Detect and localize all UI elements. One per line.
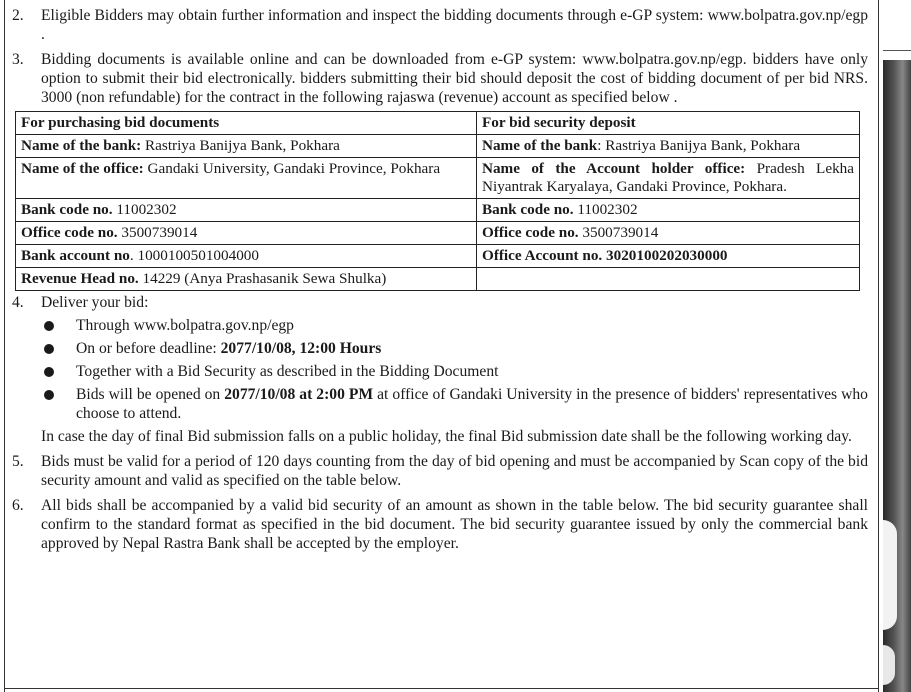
- clause-6: [12, 496, 868, 553]
- table-row: [16, 135, 860, 158]
- cell-label: Name of the bank:: [21, 137, 142, 154]
- table-header-row: [16, 112, 860, 135]
- bullet-icon: [44, 390, 54, 400]
- cell-value: Pradesh Lekha Niyantrak Karyalaya, Gandaki Province, Pokhara.: [482, 160, 855, 195]
- clause-number: 4.: [12, 294, 24, 311]
- clause-number: 3.: [12, 51, 24, 68]
- bullet-icon: [44, 367, 54, 377]
- clause-4: [12, 293, 868, 312]
- clause-5: [12, 452, 868, 490]
- cell-value: 11002302: [112, 201, 177, 218]
- cell-value: . 1000100501004000: [129, 247, 259, 264]
- cell-label: Name of the office:: [21, 160, 144, 177]
- bullet-icon: [44, 321, 54, 331]
- table-row: [16, 199, 860, 222]
- table-row: [16, 222, 860, 245]
- holiday-note: In case the day of final Bid submission falls on a public holiday, the final Bid submission date shall be the following working day.: [41, 428, 852, 445]
- adjacent-page-edge: [883, 0, 911, 692]
- clause-2: [12, 6, 868, 44]
- cell-label: Bank account no: [21, 247, 130, 264]
- cell-label: Office code no.: [482, 224, 579, 241]
- clause-number: 5.: [12, 453, 24, 470]
- bullet-icon: [44, 344, 54, 354]
- cell-label: Office Account no. 3020100202030000: [482, 247, 728, 264]
- list-item: Together with a Bid Security as described in the Bidding Document: [41, 362, 868, 381]
- cell-label: Office code no.: [21, 224, 118, 241]
- cell-label: Bank code no.: [482, 201, 574, 218]
- clause-title: Deliver your bid:: [41, 294, 149, 311]
- cell-value: 3500739014: [117, 224, 198, 241]
- clause-3: [12, 50, 868, 107]
- bottom-rule: [4, 688, 879, 689]
- list-item: Through www.bolpatra.gov.np/egp: [41, 316, 868, 335]
- clause-text: Eligible Bidders may obtain further information and inspect the bidding documents through e-GP system: www.bolpatra.gov.np/egp .: [41, 7, 868, 43]
- clause-text: Bids must be valid for a period of 120 days counting from the day of bid opening and must be accompanied by Scan copy of the bid security amount and valid as specified on the table below.: [41, 453, 868, 489]
- bank-account-table: [15, 111, 860, 291]
- header-purchasing: For purchasing bid documents: [16, 112, 477, 135]
- cell-label: Revenue Head no.: [21, 270, 139, 287]
- cell-value: 14229 (Anya Prashasanik Sewa Shulka): [138, 270, 387, 287]
- list-item: On or before deadline: 2077/10/08, 12:00 Hours: [41, 339, 868, 358]
- notice-body: [12, 6, 868, 553]
- cell-label: Name of the Account holder office:: [482, 160, 746, 177]
- table-row: [16, 268, 860, 291]
- cell-value: : Rastriya Banijya Bank, Pokhara: [597, 137, 801, 154]
- clause-text: All bids shall be accompanied by a valid bid security of an amount as shown in the table below. The bid security guarantee shall confirm to the standard format as specified in the bid document. The bid security guarantee issued by only the commercial bank approved by Nepal Rastra Bank shall be accepted by the employer.: [41, 497, 868, 552]
- clause-number: 2.: [12, 7, 24, 24]
- cell-value: Gandaki University, Gandaki Province, Pokhara: [143, 160, 441, 177]
- clause-number: 6.: [12, 497, 24, 514]
- cell-value: 3500739014: [578, 224, 659, 241]
- table-row: [16, 245, 860, 268]
- cell-label: Bank code no.: [21, 201, 113, 218]
- list-item: Bids will be opened on 2077/10/08 at 2:00 PM at office of Gandaki University in the presence of bidders' representatives who choose to attend.: [41, 385, 868, 423]
- delivery-list: [41, 316, 868, 423]
- header-security: For bid security deposit: [477, 112, 860, 135]
- cell-value: Rastriya Banijya Bank, Pokhara: [141, 137, 340, 154]
- clause-text: Bidding documents is available online and can be downloaded from e-GP system: www.bolpatra.gov.np/egp. bidders have only option to submit their bid electronically. bidders submitting their bid should deposit the cost of bidding document of per bid NRS. 3000 (non refundable) for the contract in the following rajaswa (revenue) account as specified below .: [41, 51, 868, 106]
- table-row: [16, 158, 860, 199]
- cell-label: Name of the bank: [482, 137, 598, 154]
- cell-value: 11002302: [573, 201, 638, 218]
